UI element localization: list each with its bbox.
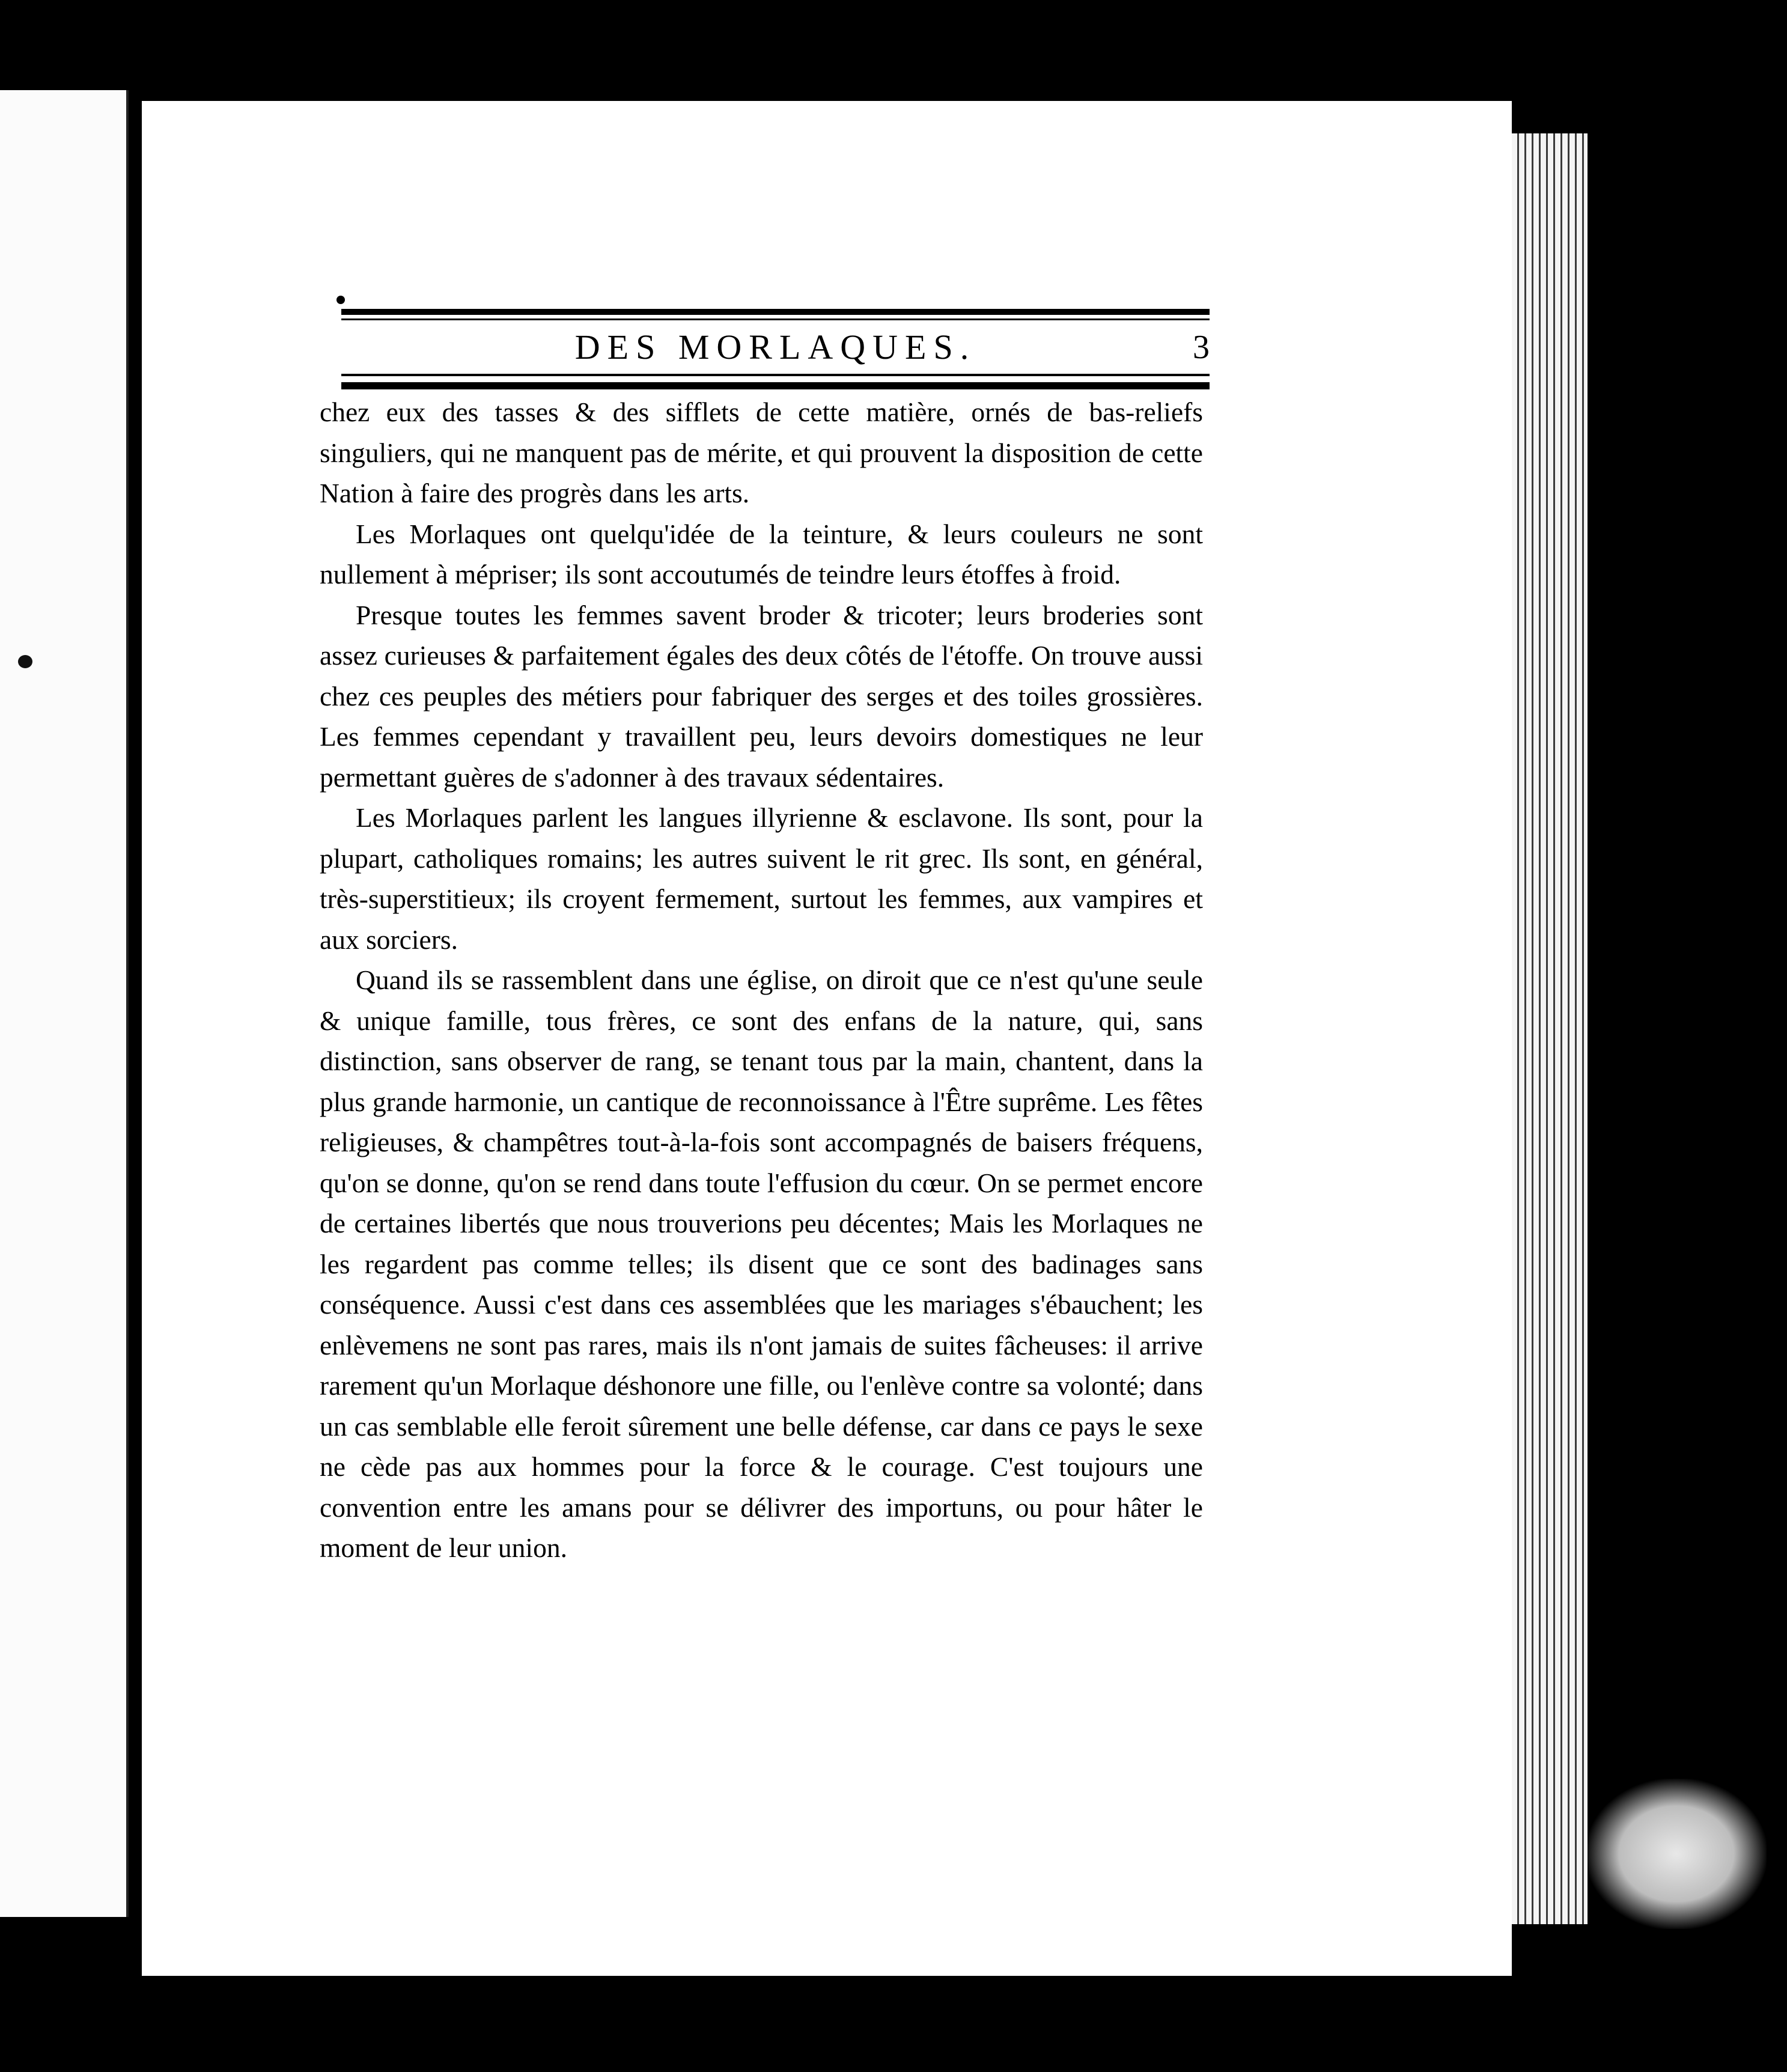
paragraph: Les Morlaques ont quelqu'idée de la teinture, & leurs couleurs ne sont nullement à mépriser; ils sont accoutumés de teindre leurs étoffes à froid.: [320, 518, 1203, 590]
body-text: [320, 392, 1203, 1568]
paragraph: chez eux des tasses & des sifflets de cette matière, ornés de bas-reliefs singuliers, qui ne manquent pas de mérite, et qui prouvent la disposition de cette Nation à faire des progrès dans les arts.: [320, 397, 1203, 508]
ink-spot: [18, 655, 32, 668]
header-rule-top-thin: [341, 318, 1210, 320]
page-edges-stack: [1512, 133, 1588, 1924]
page-number: 3: [1193, 329, 1210, 366]
ornament-dot: [336, 296, 345, 304]
paragraph: Quand ils se rassemblent dans une église, on diroit que ce n'est qu'une seule & unique famille, tous frères, ce sont des enfans de la nature, qui, sans distinction, sans observer de rang, se tenant tous par la main, chantent, dans la plus grande harmonie, un cantique de reconnoissance à l'Être suprême. Les fêtes religieuses, & champêtres tout-à-la-fois sont accompagnés de baisers fréquens, qu'on se donne, qu'on se rend dans toute l'effusion du cœur. On se permet encore de certaines libertés que nous trouverions peu décentes; Mais les Morlaques ne les regardent pas comme telles; ils disent que ce sont des badinages sans conséquence. Aussi c'est dans ces assemblées que les mariages s'ébauchent; les enlèvemens ne sont pas rares, mais ils n'ont jamais de suites fâcheuses: il arrive rarement qu'un Morlaque déshonore une fille, ou l'enlève contre sa volonté; dans un cas semblable elle feroit sûrement une belle défense, car dans ce pays le sexe ne cède pas aux hommes pour la force & le courage. C'est toujours une convention entre les amans pour se délivrer des importuns, ou pour hâter le moment de leur union.: [320, 964, 1203, 1563]
running-header: [341, 323, 1210, 371]
running-title: DES MORLAQUES.: [574, 328, 976, 367]
paragraph: Les Morlaques parlent les langues illyrienne & esclavone. Ils sont, pour la plupart, catholiques romains; les autres suivent le rit grec. Ils sont, en général, très-superstitieux; ils croyent fermement, surtout les femmes, aux vampires et aux sorciers.: [320, 802, 1203, 955]
header-rule-top-thick: [341, 309, 1210, 315]
facing-page-edge: [0, 90, 129, 1917]
paper-damage: [1586, 1779, 1767, 1929]
header-rule-bottom-thin: [341, 374, 1210, 376]
paragraph: Presque toutes les femmes savent broder & tricoter; leurs broderies sont assez curieuses & parfaitement égales des deux côtés de l'étoffe. On trouve aussi chez ces peuples des métiers pour fabriquer des serges et des toiles grossières. Les femmes cependant y travaillent peu, leurs devoirs domestiques ne leur permettant guères de s'adonner à des travaux sédentaires.: [320, 599, 1203, 793]
header-rule-bottom-thick: [341, 382, 1210, 389]
